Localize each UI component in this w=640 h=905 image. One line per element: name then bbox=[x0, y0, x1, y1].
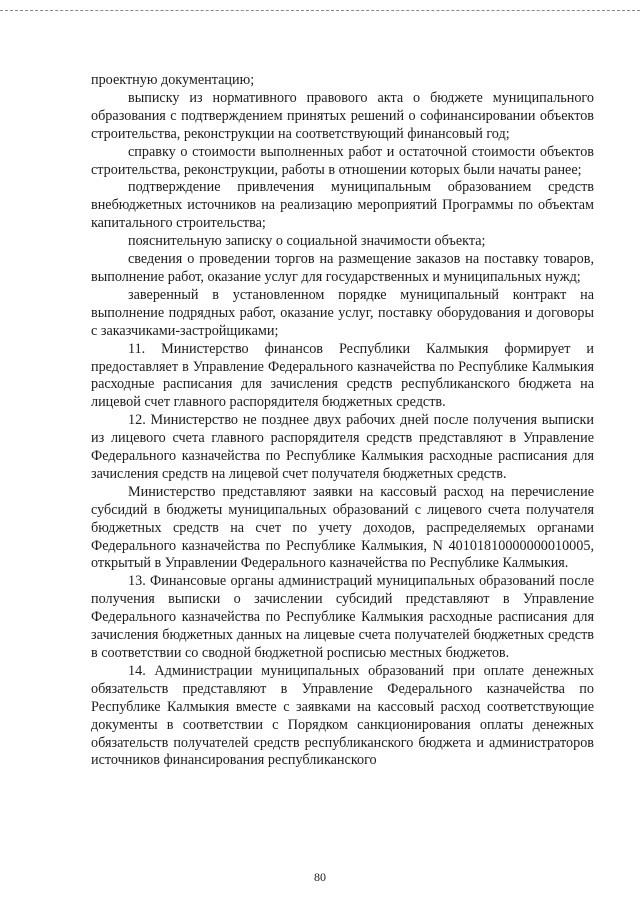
paragraph-item-13: 13. Финансовые органы администраций муниципальных образований после получения выписки о зачислении субсидий представляют в Управление Федерального казначейства по Республике Калмыкия расходные расписания для зачисления бюджетных данных на лицевые счета получателей бюджетных средств в соответствии со сводной бюджетной росписью местных бюджетов. bbox=[91, 573, 594, 661]
paragraph-budget-extract: выписку из нормативного правового акта о бюджете муниципального образования с подтверждением принятых решений о софинансировании объектов строительства, реконструкции на соответствующий финансовый год; bbox=[91, 89, 594, 142]
page-number: 80 bbox=[314, 870, 326, 884]
paragraph-explanatory-note: пояснительную записку о социальной значимости объекта; bbox=[128, 233, 486, 250]
paragraph-item-14: 14. Администрации муниципальных образований при оплате денежных обязательств представляют в Управление Федерального казначейства по Республике Калмыкия вместе с заявками на кассовый расход соответствующие документы в соответствии с Порядком санкционирования оплаты денежных обязательств получателей средств республиканского бюджета и администраторов источников финансирования республиканского bbox=[91, 662, 594, 769]
paragraph-item-11: 11. Министерство финансов Республики Калмыкия формирует и предоставляет в Управление Федерального казначейства по Республике Калмыкия расходные расписания для зачисления средств республиканского бюджета на лицевой счет главного распорядителя бюджетных средств. bbox=[91, 340, 594, 411]
paragraph-extrabudget-confirmation: подтверждение привлечения муниципальным образованием средств внебюджетных источников на реализацию мероприятий Программы по объектам капитального строительства; bbox=[91, 179, 594, 232]
paragraph-municipal-contract: заверенный в установленном порядке муниципальный контракт на выполнение подрядных работ, оказание услуг, поставку оборудования и договоры с заказчиками-застройщиками; bbox=[91, 286, 594, 339]
paragraph-cost-certificate: справку о стоимости выполненных работ и остаточной стоимости объектов строительства, реконструкции, работы в отношении которых были начаты ранее; bbox=[91, 143, 594, 178]
paragraph-tender-info: сведения о проведении торгов на размещение заказов на поставку товаров, выполнение работ, оказание услуг для государственных и муниципальных нужд; bbox=[91, 251, 594, 285]
paragraph-item-12: 12. Министерство не позднее двух рабочих дней после получения выписки из лицевого счета главного распорядителя средств представляют в Управление Федерального казначейства по Республике Калмыкия расходные расписания для зачисления средств на лицевой счет получателя бюджетных средств. bbox=[91, 412, 594, 482]
paragraph-ministry-requests: Министерство представляют заявки на кассовый расход на перечисление субсидий в бюджеты муниципальных образований с лицевого счета получателя бюджетных средств на счет по учету доходов, распределяемых органами Федерального казначейства по Республике Калмыкия, N 40101810000000010005, открытый в Управлении Федерального казначейства по Республике Калмыкия. bbox=[91, 483, 594, 572]
paragraph-project-docs: проектную документацию; bbox=[91, 72, 255, 88]
document-page bbox=[91, 72, 594, 770]
scan-edge-line bbox=[0, 10, 640, 11]
